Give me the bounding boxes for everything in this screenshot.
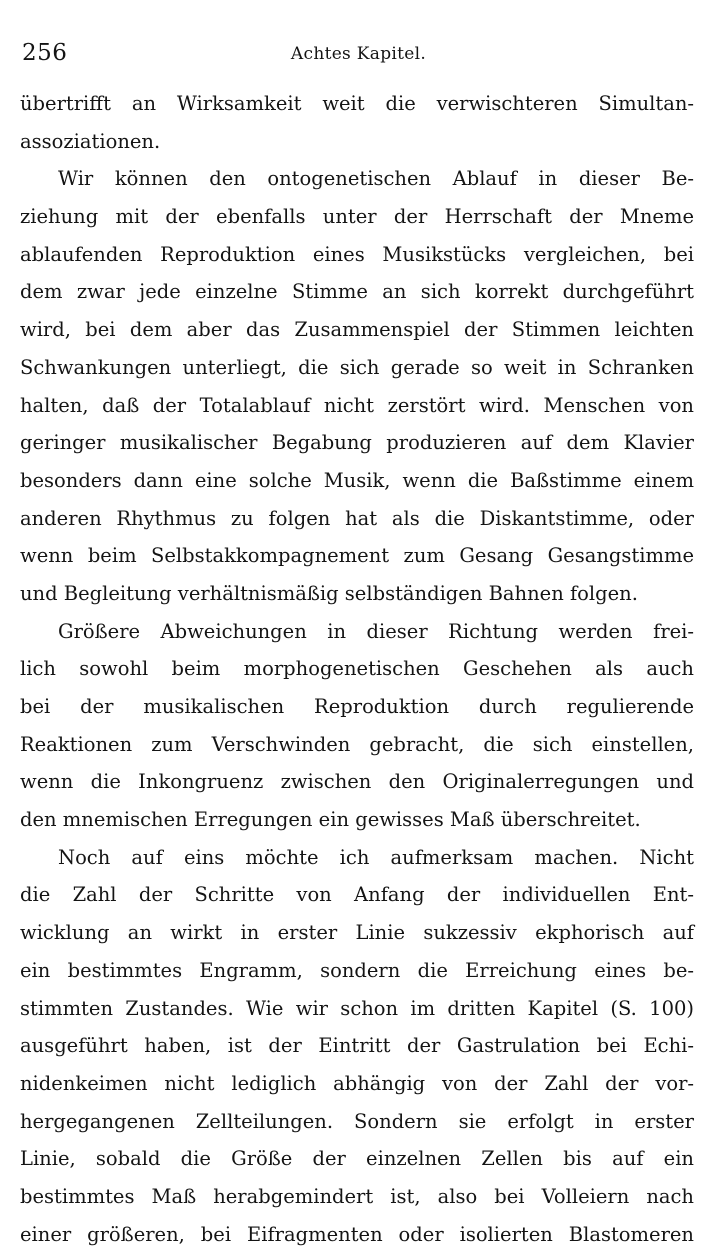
body-text [20,85,694,1253]
text-line: nidenkeimen nicht lediglich abhängig von der Zahl der vor- [20,1071,694,1095]
text-line: stimmten Zustandes. Wie wir schon im dritten Kapitel (S. 100) [20,996,694,1020]
text-line: geringer musikalischer Begabung produzieren auf dem Klavier [20,431,694,455]
text-line: Wir können den ontogenetischen Ablauf in dieser Be- [58,167,694,191]
text-line: einer größeren, bei Eifragmenten oder isolierten Blastomeren [20,1222,694,1246]
text-line: bestimmtes Maß herabgemindert ist, also bei Volleiern nach [20,1184,694,1208]
text-line: den mnemischen Erregungen ein gewisses Maß überschreitet. [20,808,641,832]
text-line: wicklung an wirkt in erster Linie sukzessiv ekphorisch auf [20,921,694,945]
text-line: und Begleitung verhältnismäßig selbständigen Bahnen folgen. [20,581,638,605]
running-head: Achtes Kapitel. [290,44,427,64]
text-line: besonders dann eine solche Musik, wenn die Baßstimme einem [20,468,694,492]
text-line: Größere Abweichungen in dieser Richtung werden frei- [58,619,694,643]
text-line: übertrifft an Wirksamkeit weit die verwischteren Simultan- [20,92,694,115]
text-line: wenn beim Selbstakkompagnement zum Gesang Gesangstimme [20,544,694,568]
text-line: assoziationen. [20,129,161,153]
text-line: Reaktionen zum Verschwinden gebracht, die sich einstellen, [20,732,694,756]
text-line: bei der musikalischen Reproduktion durch regulierende [20,695,694,718]
text-line: wird, bei dem aber das Zusammenspiel der Stimmen leichten [20,318,694,342]
text-line: die Zahl der Schritte von Anfang der individuellen Ent- [20,883,694,907]
text-line: hergegangenen Zellteilungen. Sondern sie erfolgt in erster [20,1109,694,1133]
page-header [22,36,695,70]
text-line: ausgeführt haben, ist der Eintritt der Gastrulation bei Echi- [20,1034,694,1058]
text-line: wenn die Inkongruenz zwischen den Originalerregungen und [20,770,694,794]
text-line: ablaufenden Reproduktion eines Musikstücks vergleichen, bei [20,242,694,266]
text-line: ein bestimmtes Engramm, sondern die Erreichung eines be- [20,958,694,982]
text-line: dem zwar jede einzelne Stimme an sich korrekt durchgeführt [20,280,694,304]
text-line: Noch auf eins möchte ich aufmerksam machen. Nicht [58,845,694,869]
text-line: ziehung mit der ebenfalls unter der Herrschaft der Mneme [20,205,694,229]
text-line: halten, daß der Totalablauf nicht zerstört wird. Menschen von [20,393,694,417]
text-line: Schwankungen unterliegt, die sich gerade so weit in Schranken [20,355,694,379]
text-line: Linie, sobald die Größe der einzelnen Zellen bis auf ein [20,1147,694,1171]
text-line: lich sowohl beim morphogenetischen Geschehen als auch [20,657,694,681]
page-number: 256 [22,40,68,66]
text-line: anderen Rhythmus zu folgen hat als die Diskantstimme, oder [20,506,694,530]
